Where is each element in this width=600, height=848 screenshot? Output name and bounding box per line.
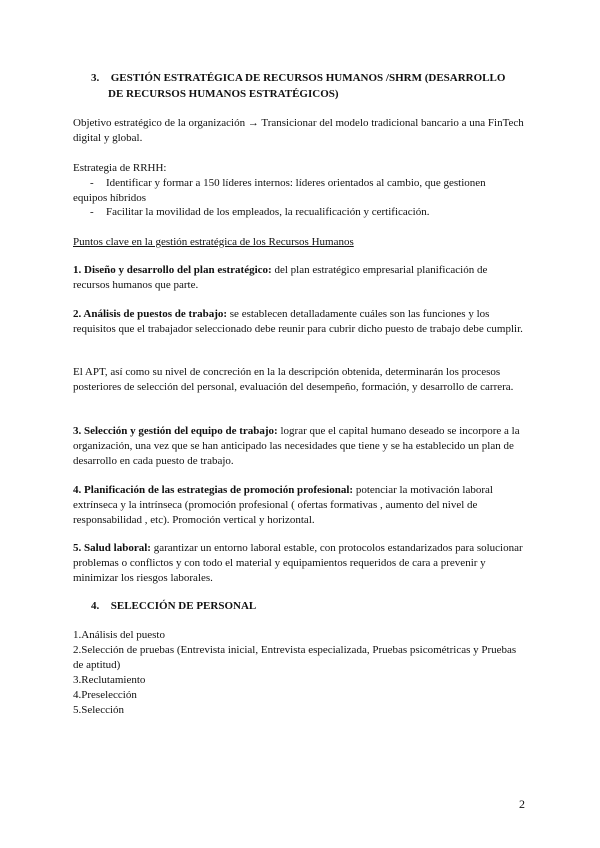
- list-item-text-continued: equipos híbridos: [73, 192, 147, 204]
- keypoint-title: 2. Análisis de puestos de trabajo:: [73, 308, 228, 320]
- keypoint-title: 5. Salud laboral:: [73, 542, 151, 554]
- keypoint-text: El APT, así como su nivel de concreción en la la descripción obtenida, determinarán los procesos posteriores de selección del personal, evaluación del desempeño, formación, y desarrollo de carrera.: [73, 366, 514, 393]
- keypoint-title: 1. Diseño y desarrollo del plan estratégico:: [73, 264, 272, 276]
- strategy-label: Estrategia de RRHH:: [73, 162, 167, 174]
- keypoint-paragraph: [73, 541, 525, 586]
- keypoint-paragraph: [73, 263, 525, 293]
- page-number: 2: [519, 797, 525, 811]
- list-item: 1.Análisis del puesto: [73, 629, 165, 641]
- list-item: 4.Preselección: [73, 689, 137, 701]
- keypoint-paragraph: [73, 483, 525, 528]
- list-item-text: Identificar y formar a 150 líderes internos: líderes orientados al cambio, que gestionen: [106, 177, 486, 189]
- section-title-line1: GESTIÓN ESTRATÉGICA DE RECURSOS HUMANOS /SHRM (DESARROLLO: [110, 72, 506, 84]
- section-title-line2: DE RECURSOS HUMANOS ESTRATÉGICOS): [108, 88, 339, 100]
- strategy-list-item: [73, 205, 525, 220]
- list-dash: -: [90, 206, 94, 218]
- section-4-heading: [91, 598, 256, 614]
- list-item-text: Facilitar la movilidad de los empleados, la recualificación y certificación.: [106, 206, 430, 218]
- list-item: 2.Selección de pruebas (Entrevista inicial, Entrevista especializada, Pruebas psicométricas y Pruebas de aptitud): [73, 644, 517, 671]
- keypoint-text: potenciar la motivación laboral extrínseca y la intrínseca (promoción profesional ( ofertas formativas , aumento del nivel de responsabilidad , etc). Promoción vertical y horizontal.: [73, 484, 493, 526]
- section-3-heading: [91, 70, 505, 102]
- section-number: 3.: [91, 72, 100, 84]
- strategy-list-item: [73, 176, 525, 206]
- list-item: 3.Reclutamiento: [73, 674, 146, 686]
- keypoint-paragraph: [73, 307, 525, 337]
- list-dash: -: [90, 177, 94, 189]
- keypoints-heading: Puntos clave en la gestión estratégica de los Recursos Humanos: [73, 236, 354, 248]
- section-number: 4.: [91, 600, 100, 612]
- keypoint-text: garantizar un entorno laboral estable, con protocolos estandarizados para solucionar problemas o conflictos y con todo el material y equipamientos requeridos de cara a prevenir y minimizar los riesgos laborales.: [73, 542, 523, 584]
- objective-paragraph: Objetivo estratégico de la organización → Transicionar del modelo tradicional bancario a una FinTech digital y global.: [73, 117, 524, 144]
- selection-steps-list: [73, 628, 525, 718]
- keypoint-text: lograr que el capital humano deseado se incorpore a la organización, una vez que se han anticipado las necesidades que tiene y se ha establecido un plan de desarrollo en cada puesto de trabajo.: [73, 425, 520, 467]
- keypoint-title: 3. Selección y gestión del equipo de trabajo:: [73, 425, 278, 437]
- list-item: 5.Selección: [73, 704, 125, 716]
- keypoint-text: se establecen detalladamente cuáles son las funciones y los requisitos que el trabajador seleccionado debe reunir para cubrir dicho puesto de trabajo debe cumplir.: [73, 308, 523, 335]
- section-title: SELECCIÓN DE PERSONAL: [110, 600, 257, 612]
- keypoint-paragraph: [73, 424, 525, 469]
- keypoint-text: del plan estratégico empresarial planificación de recursos humanos que parte.: [73, 264, 488, 291]
- keypoint-title: 4. Planificación de las estrategias de promoción profesional:: [73, 484, 354, 496]
- keypoint-paragraph: [73, 365, 525, 395]
